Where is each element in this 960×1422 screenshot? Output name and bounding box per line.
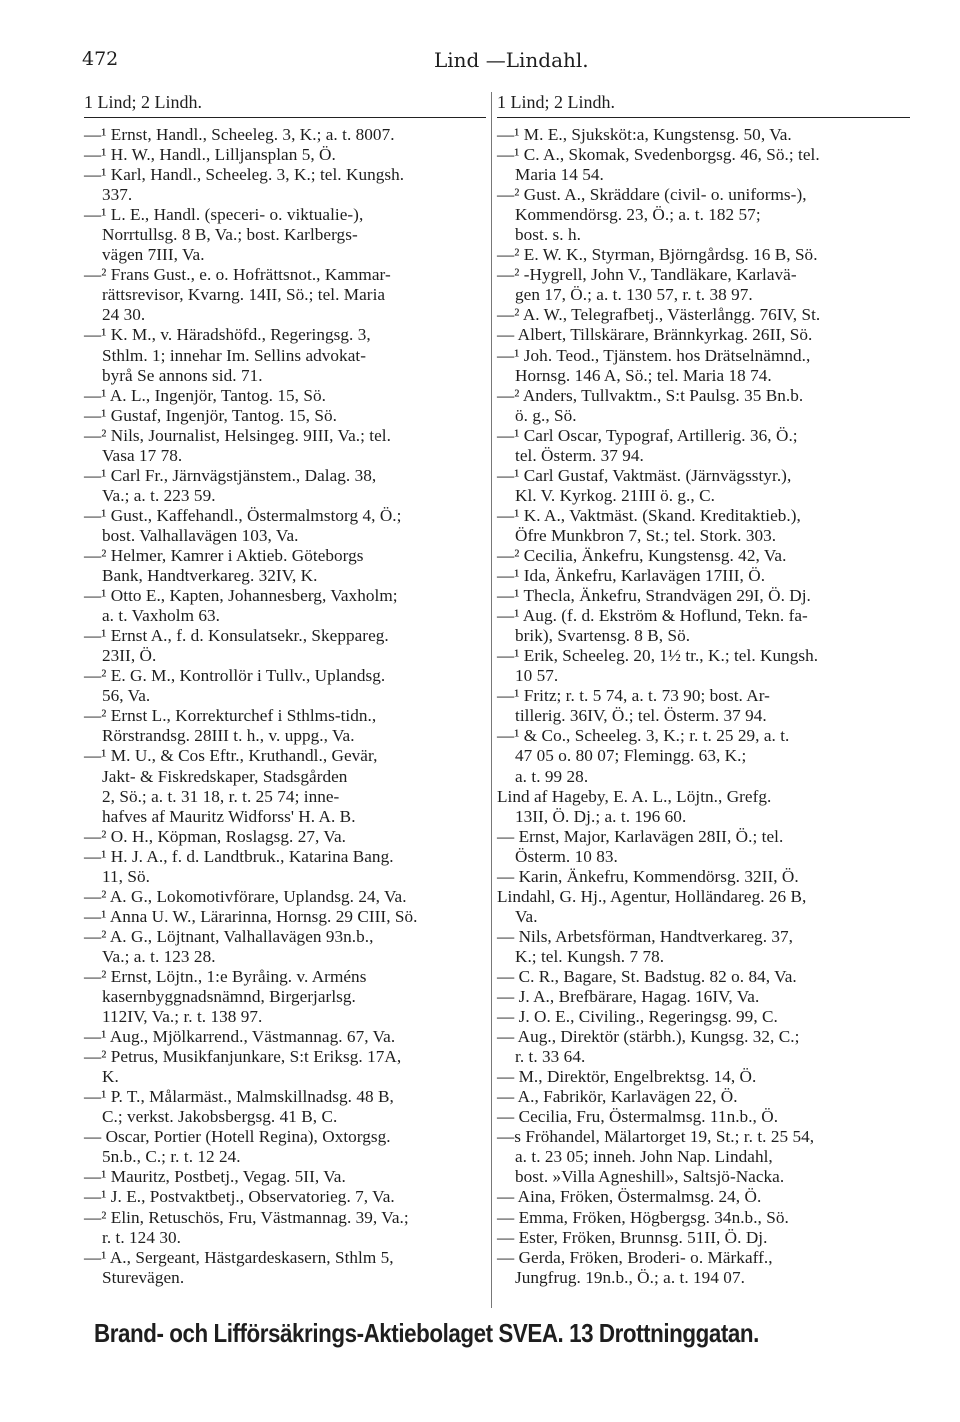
directory-line: —² Elin, Retuschös, Fru, Västmannag. 39, Va.;	[84, 1207, 409, 1227]
directory-line: —¹ K. M., v. Häradshöfd., Regeringsg. 3,	[84, 325, 371, 345]
directory-line: Maria 14 54.	[515, 165, 604, 185]
directory-line: —¹ J. E., Postvaktbetj., Observatorieg. 7, Va.	[84, 1187, 395, 1207]
directory-line: gen 17, Ö.; a. t. 130 57, r. t. 38 97.	[515, 285, 753, 305]
directory-line: — A., Fabrikör, Karlavägen 22, Ö.	[497, 1087, 738, 1107]
directory-line: —¹ Ida, Änkefru, Karlavägen 17III, Ö.	[497, 566, 766, 586]
directory-line: Bank, Handtverkareg. 32IV, K.	[102, 566, 318, 586]
directory-line: — Nils, Arbetsförman, Handtverkareg. 37,	[497, 926, 794, 946]
directory-line: —¹ M. U., & Cos Eftr., Kruthandl., Gevär,	[84, 746, 378, 766]
directory-line: r. t. 124 30.	[102, 1227, 181, 1247]
directory-line: —¹ P. T., Målarmäst., Malmskillnadsg. 48 B,	[84, 1087, 394, 1107]
directory-line: — Gerda, Fröken, Broderi- o. Märkaff.,	[497, 1247, 773, 1267]
directory-line: — Ernst, Major, Karlavägen 28II, Ö.; tel.	[497, 826, 784, 846]
directory-line: —¹ Carl Gustaf, Vaktmäst. (Järnvägsstyr.),	[497, 465, 792, 485]
directory-line: —¹ Otto E., Kapten, Johannesberg, Vaxholm;	[84, 586, 398, 606]
directory-line: —² Ernst, Löjtn., 1:e Byråing. v. Arméns	[84, 966, 367, 986]
directory-line: —¹ M. E., Sjuksköt:a, Kungstensg. 50, Va.	[497, 125, 792, 144]
directory-line: 23II, Ö.	[102, 646, 157, 666]
directory-line: a. t. Vaxholm 63.	[102, 606, 220, 626]
directory-line: 112IV, Va.; r. t. 138 97.	[102, 1007, 263, 1027]
directory-line: 2, Sö.; a. t. 31 18, r. t. 25 74; inne-	[102, 786, 340, 806]
directory-line: — Aug., Direktör (stärbh.), Kungsg. 32, C.;	[497, 1027, 800, 1047]
directory-line: —² Frans Gust., e. o. Hofrättsnot., Kammar-	[84, 265, 391, 285]
directory-line: —¹ Thecla, Änkefru, Strandvägen 29I, Ö. Dj.	[497, 586, 811, 606]
directory-line: 24 30.	[102, 305, 146, 325]
directory-line: tillerig. 36IV, Ö.; tel. Österm. 37 94.	[515, 706, 767, 726]
directory-line: —¹ Erik, Scheeleg. 20, 1½ tr., K.; tel. Kungsh.	[497, 646, 819, 666]
directory-line: —² E. W. K., Styrman, Björngårdsg. 16 B, Sö.	[497, 245, 818, 265]
directory-line: —¹ Karl, Handl., Scheeleg. 3, K.; tel. Kungsh.	[84, 165, 405, 185]
directory-line: —² E. G. M., Kontrollör i Tullv., Uplandsg.	[84, 666, 386, 686]
directory-line: —² Petrus, Musikfanjunkare, S:t Eriksg. 17A,	[84, 1047, 402, 1067]
directory-line: — C. R., Bagare, St. Badstug. 82 o. 84, Va.	[497, 966, 797, 986]
directory-line: —² Anders, Tullvaktm., S:t Paulsg. 35 Bn.b.	[497, 385, 804, 405]
directory-line: Kommendörsg. 23, Ö.; a. t. 182 57;	[515, 205, 761, 225]
directory-line: — Aina, Fröken, Östermalmsg. 24, Ö.	[497, 1187, 762, 1207]
left-column-heading: 1 Lind; 2 Lindh.	[84, 92, 486, 118]
directory-line: —s Fröhandel, Mälartorget 19, St.; r. t. 25 54,	[497, 1127, 815, 1147]
directory-line: Kl. V. Kyrkog. 21III ö. g., C.	[515, 485, 715, 505]
directory-line: —² A. W., Telegrafbetj., Västerlångg. 76IV, St.	[497, 305, 821, 325]
directory-line: —² Ernst L., Korrekturchef i Sthlms-tidn.,	[84, 706, 377, 726]
directory-line: r. t. 33 64.	[515, 1047, 586, 1067]
directory-line: Vasa 17 78.	[102, 445, 183, 465]
directory-line: —¹ Aug. (f. d. Ekström & Hoflund, Tekn. fa-	[497, 606, 808, 626]
directory-line: Rörstrandsg. 28III t. h., v. uppg., Va.	[102, 726, 355, 746]
directory-line: —¹ Carl Oscar, Typograf, Artillerig. 36, Ö.;	[497, 425, 798, 445]
directory-line: a. t. 23 05; inneh. John Nap. Lindahl,	[515, 1147, 773, 1167]
directory-line: —¹ H. J. A., f. d. Landtbruk., Katarina Bang.	[84, 846, 394, 866]
directory-line: bost. »Villa Agneshill», Saltsjö-Nacka.	[515, 1167, 785, 1187]
directory-line: Hornsg. 146 A, Sö.; tel. Maria 18 74.	[515, 365, 772, 385]
directory-line: —² Cecilia, Änkefru, Kungstensg. 42, Va.	[497, 545, 787, 565]
directory-line: — Emma, Fröken, Högbergsg. 34n.b., Sö.	[497, 1207, 789, 1227]
directory-line: vägen 7III, Va.	[102, 245, 205, 265]
directory-line: — Cecilia, Fru, Östermalmsg. 11n.b., Ö.	[497, 1107, 779, 1127]
directory-line: —² A. G., Löjtnant, Valhallavägen 93n.b.,	[84, 926, 374, 946]
directory-line: —¹ A., Sergeant, Hästgardeskasern, Sthlm 5,	[84, 1247, 394, 1267]
directory-line: C.; verkst. Jakobsbergsg. 41 B, C.	[102, 1107, 338, 1127]
directory-line: Jakt- & Fiskredskaper, Stadsgården	[102, 766, 348, 786]
directory-line: 5n.b., C.; r. t. 12 24.	[102, 1147, 241, 1167]
directory-line: —¹ Fritz; r. t. 5 74, a. t. 73 90; bost. Ar-	[497, 686, 770, 706]
directory-line: Lindahl, G. Hj., Agentur, Holländareg. 26 B,	[497, 886, 807, 906]
directory-line: —¹ Aug., Mjölkarrend., Västmannag. 67, Va.	[84, 1027, 396, 1047]
directory-line: byrå Se annons sid. 71.	[102, 365, 263, 385]
directory-line: — M., Direktör, Engelbrektsg. 14, Ö.	[497, 1067, 757, 1087]
directory-line: hafves af Mauritz Widforss' H. A. B.	[102, 806, 356, 826]
directory-line: —² O. H., Köpman, Roslagsg. 27, Va.	[84, 826, 347, 846]
page-number: 472	[82, 48, 119, 70]
directory-line: —¹ Joh. Teod., Tjänstem. hos Drätselnämnd.,	[497, 345, 811, 365]
directory-line: —¹ Gustaf, Ingenjör, Tantog. 15, Sö.	[84, 405, 337, 425]
directory-line: —² A. G., Lokomotivförare, Uplandsg. 24, Va.	[84, 886, 407, 906]
directory-line: —¹ Anna U. W., Lärarinna, Hornsg. 29 CIII, Sö.	[84, 906, 418, 926]
directory-line: — J. A., Brefbärare, Hagag. 16IV, Va.	[497, 987, 760, 1007]
directory-line: Va.; a. t. 223 59.	[102, 485, 216, 505]
directory-line: —¹ Ernst A., f. d. Konsulatsekr., Skeppareg.	[84, 626, 389, 646]
directory-line: —¹ & Co., Scheeleg. 3, K.; r. t. 25 29, a. t.	[497, 726, 790, 746]
directory-line: —¹ Carl Fr., Järnvägstjänstem., Dalag. 38,	[84, 465, 377, 485]
directory-line: —¹ L. E., Handl. (speceri- o. viktualie-),	[84, 205, 364, 225]
directory-line: 47 05 o. 80 07; Flemingg. 63, K.;	[515, 746, 747, 766]
directory-line: —¹ Gust., Kaffehandl., Östermalmstorg 4, Ö.;	[84, 505, 402, 525]
directory-line: — Oscar, Portier (Hotell Regina), Oxtorgsg.	[84, 1127, 391, 1147]
directory-line: —² -Hygrell, John V., Tandläkare, Karlavä-	[497, 265, 797, 285]
directory-line: —² Gust. A., Skräddare (civil- o. uniforms-),	[497, 185, 807, 205]
directory-line: Va.; a. t. 123 28.	[102, 946, 216, 966]
directory-line: a. t. 99 28.	[515, 766, 589, 786]
directory-line: 337.	[102, 185, 133, 205]
directory-line: —¹ Mauritz, Postbetj., Vegag. 5II, Va.	[84, 1167, 346, 1187]
directory-line: —² Helmer, Kamrer i Aktieb. Göteborgs	[84, 545, 364, 565]
directory-line: brik), Svartensg. 8 B, Sö.	[515, 626, 691, 646]
directory-line: —² Nils, Journalist, Helsingeg. 9III, Va.; tel.	[84, 425, 391, 445]
directory-line: Öfre Munkbron 7, St.; tel. Stork. 303.	[515, 525, 777, 545]
directory-line: K.; tel. Kungsh. 7 78.	[515, 946, 665, 966]
directory-line: Sthlm. 1; innehar Im. Sellins advokat-	[102, 345, 366, 365]
directory-line: — Ester, Fröken, Brunnsg. 51II, Ö. Dj.	[497, 1227, 768, 1247]
directory-line: K.	[102, 1067, 119, 1087]
directory-line: bost. s. h.	[515, 225, 581, 245]
directory-line: 10 57.	[515, 666, 559, 686]
directory-line: Österm. 10 83.	[515, 846, 618, 866]
directory-line: —¹ Ernst, Handl., Scheeleg. 3, K.; a. t. 8007.	[84, 125, 395, 144]
directory-line: 11, Sö.	[102, 866, 150, 886]
footer-advertisement: Brand- och Lifförsäkrings-Aktiebolaget SVEA. 13 Drottninggatan.	[94, 1318, 759, 1348]
directory-line: rättsrevisor, Kvarng. 14II, Sö.; tel. Maria	[102, 285, 386, 305]
directory-line: —¹ H. W., Handl., Lilljansplan 5, Ö.	[84, 145, 336, 165]
directory-line: —¹ K. A., Vaktmäst. (Skand. Kreditaktieb.),	[497, 505, 801, 525]
right-column	[497, 125, 913, 1288]
directory-line: —¹ C. A., Skomak, Svedenborgsg. 46, Sö.; tel.	[497, 145, 820, 165]
directory-line: 56, Va.	[102, 686, 151, 706]
directory-line: Sturevägen.	[102, 1267, 185, 1287]
directory-line: — J. O. E., Civiling., Regeringsg. 99, C.	[497, 1007, 778, 1027]
directory-line: — Karin, Änkefru, Kommendörsg. 32II, Ö.	[497, 866, 799, 886]
directory-line: Norrtullsg. 8 B, Va.; bost. Karlbergs-	[102, 225, 358, 245]
directory-line: —¹ A. L., Ingenjör, Tantog. 15, Sö.	[84, 385, 326, 405]
directory-line: Va.	[515, 906, 538, 926]
page-title: Lind —Lindahl.	[434, 48, 589, 72]
directory-line: Jungfrug. 19n.b., Ö.; a. t. 194 07.	[515, 1267, 745, 1287]
directory-line: Lind af Hageby, E. A. L., Löjtn., Grefg.	[497, 786, 772, 806]
directory-line: ö. g., Sö.	[515, 405, 577, 425]
directory-line: — Albert, Tillskärare, Brännkyrkag. 26II, Sö.	[497, 325, 813, 345]
directory-line: kasernbyggnadsnämnd, Birgerjarlsg.	[102, 987, 356, 1007]
directory-line: tel. Österm. 37 94.	[515, 445, 644, 465]
column-divider	[491, 92, 492, 1308]
directory-line: 13II, Ö. Dj.; a. t. 196 60.	[515, 806, 687, 826]
left-column	[84, 125, 488, 1288]
directory-line: bost. Valhallavägen 103, Va.	[102, 525, 299, 545]
right-column-heading: 1 Lind; 2 Lindh.	[497, 92, 910, 118]
